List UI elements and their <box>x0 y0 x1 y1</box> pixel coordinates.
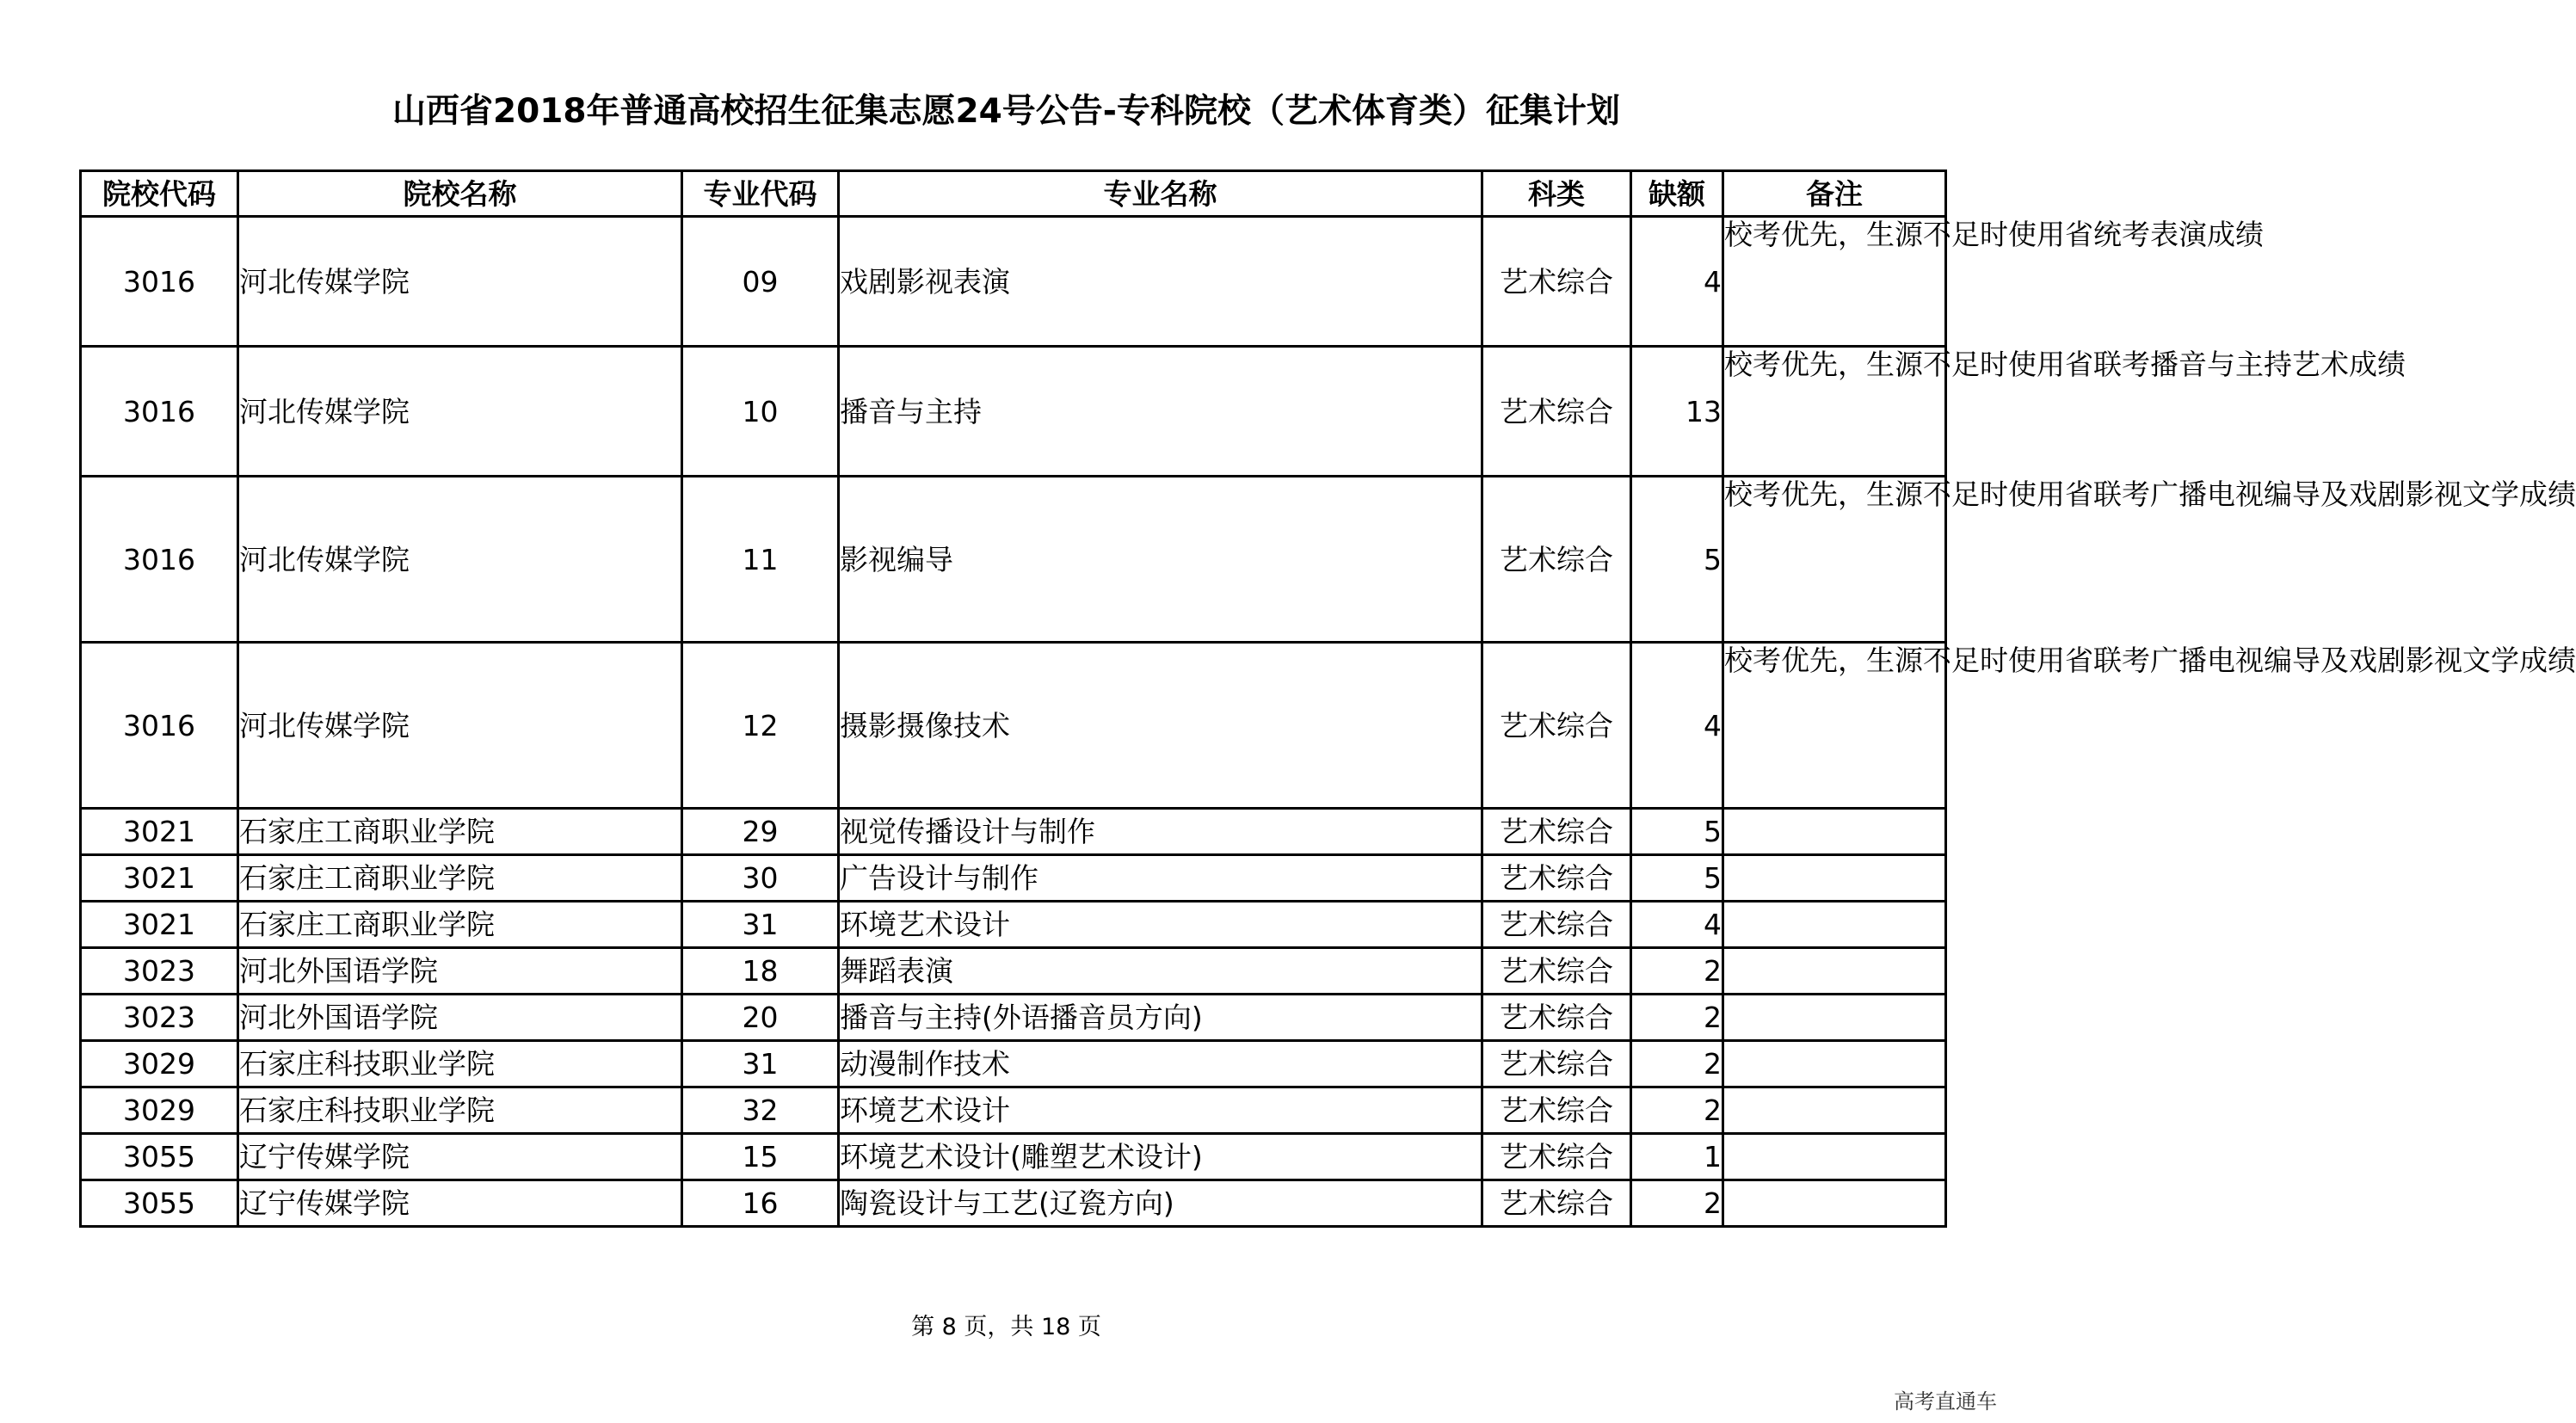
table-row <box>81 1134 1946 1180</box>
cell-note <box>1723 948 1946 995</box>
cell-category: 艺术综合 <box>1482 1180 1631 1227</box>
cell-vacancy: 5 <box>1631 809 1723 855</box>
cell-major-name: 动漫制作技术 <box>839 1041 1482 1087</box>
cell-school-code: 3021 <box>81 902 238 948</box>
recruitment-plan-table <box>79 169 2576 1228</box>
cell-school-code: 3016 <box>81 347 238 477</box>
cell-major-name: 戏剧影视表演 <box>839 217 1482 347</box>
cell-vacancy: 2 <box>1631 1087 1723 1134</box>
cell-major-name: 影视编导 <box>839 477 1482 643</box>
cell-major-code: 11 <box>682 477 839 643</box>
table-row <box>81 1180 1946 1227</box>
cell-note <box>1723 643 2576 809</box>
cell-school-code: 3055 <box>81 1134 238 1180</box>
cell-category: 艺术综合 <box>1482 948 1631 995</box>
cell-note <box>1723 217 2264 347</box>
cell-school-name: 河北传媒学院 <box>238 217 682 347</box>
cell-category: 艺术综合 <box>1482 477 1631 643</box>
table-row <box>81 347 1946 477</box>
note-text: 校考优先，生源不足时使用省联考播音与主持艺术成绩 <box>1724 348 2406 381</box>
cell-note <box>1723 347 2406 477</box>
cell-school-code: 3055 <box>81 1180 238 1227</box>
cell-major-code: 32 <box>682 1087 839 1134</box>
cell-school-name: 石家庄科技职业学院 <box>238 1087 682 1134</box>
cell-vacancy: 2 <box>1631 948 1723 995</box>
cell-major-code: 31 <box>682 1041 839 1087</box>
header-vacancy: 缺额 <box>1631 171 1723 217</box>
cell-school-name: 石家庄科技职业学院 <box>238 1041 682 1087</box>
cell-major-code: 20 <box>682 995 839 1041</box>
cell-school-code: 3029 <box>81 1087 238 1134</box>
cell-school-code: 3021 <box>81 855 238 902</box>
table-row <box>81 643 1946 809</box>
document-title: 山西省2018年普通高校招生征集志愿24号公告-专科院校（艺术体育类）征集计划 <box>391 92 1620 131</box>
table-row <box>81 217 1946 347</box>
note-text: 校考优先，生源不足时使用省联考广播电视编导及戏剧影视文学成绩 <box>1724 644 2576 677</box>
table-row <box>81 477 1946 643</box>
cell-note <box>1723 855 1946 902</box>
cell-major-name: 环境艺术设计 <box>839 902 1482 948</box>
note-text: 校考优先，生源不足时使用省联考广播电视编导及戏剧影视文学成绩 <box>1724 477 2576 511</box>
cell-major-name: 播音与主持(外语播音员方向) <box>839 995 1482 1041</box>
cell-major-code: 10 <box>682 347 839 477</box>
page-footer: 第 8 页，共 18 页 <box>911 1314 1101 1340</box>
cell-vacancy: 2 <box>1631 1180 1723 1227</box>
cell-vacancy: 2 <box>1631 995 1723 1041</box>
cell-major-name: 播音与主持 <box>839 347 1482 477</box>
cell-category: 艺术综合 <box>1482 995 1631 1041</box>
cell-category: 艺术综合 <box>1482 902 1631 948</box>
cell-major-name: 环境艺术设计(雕塑艺术设计) <box>839 1134 1482 1180</box>
cell-vacancy: 2 <box>1631 1041 1723 1087</box>
header-major-name: 专业名称 <box>839 171 1482 217</box>
cell-school-code: 3023 <box>81 995 238 1041</box>
cell-major-name: 舞蹈表演 <box>839 948 1482 995</box>
cell-school-name: 辽宁传媒学院 <box>238 1180 682 1227</box>
cell-school-name: 石家庄工商职业学院 <box>238 809 682 855</box>
table-row <box>81 1041 1946 1087</box>
cell-major-name: 环境艺术设计 <box>839 1087 1482 1134</box>
cell-major-name: 陶瓷设计与工艺(辽瓷方向) <box>839 1180 1482 1227</box>
cell-school-code: 3016 <box>81 643 238 809</box>
cell-category: 艺术综合 <box>1482 1087 1631 1134</box>
table-row <box>81 855 1946 902</box>
cell-school-name: 辽宁传媒学院 <box>238 1134 682 1180</box>
cell-school-code: 3016 <box>81 477 238 643</box>
cell-major-code: 12 <box>682 643 839 809</box>
cell-school-name: 河北外国语学院 <box>238 995 682 1041</box>
cell-category: 艺术综合 <box>1482 347 1631 477</box>
cell-note <box>1723 1134 1946 1180</box>
cell-school-name: 石家庄工商职业学院 <box>238 855 682 902</box>
cell-school-code: 3016 <box>81 217 238 347</box>
cell-school-name: 石家庄工商职业学院 <box>238 902 682 948</box>
cell-note <box>1723 1087 1946 1134</box>
table-row <box>81 809 1946 855</box>
cell-school-name: 河北外国语学院 <box>238 948 682 995</box>
cell-major-name: 摄影摄像技术 <box>839 643 1482 809</box>
cell-vacancy: 5 <box>1631 477 1723 643</box>
cell-vacancy: 1 <box>1631 1134 1723 1180</box>
cell-vacancy: 4 <box>1631 643 1723 809</box>
cell-major-code: 16 <box>682 1180 839 1227</box>
table-row <box>81 995 1946 1041</box>
cell-vacancy: 4 <box>1631 217 1723 347</box>
watermark: 高考直通车 <box>1894 1389 1997 1414</box>
cell-major-name: 视觉传播设计与制作 <box>839 809 1482 855</box>
cell-category: 艺术综合 <box>1482 1134 1631 1180</box>
cell-major-code: 29 <box>682 809 839 855</box>
cell-category: 艺术综合 <box>1482 217 1631 347</box>
cell-note <box>1723 809 1946 855</box>
cell-category: 艺术综合 <box>1482 1041 1631 1087</box>
table-row <box>81 948 1946 995</box>
cell-school-code: 3021 <box>81 809 238 855</box>
cell-school-code: 3029 <box>81 1041 238 1087</box>
cell-vacancy: 13 <box>1631 347 1723 477</box>
header-major-code: 专业代码 <box>682 171 839 217</box>
cell-vacancy: 5 <box>1631 855 1723 902</box>
header-school-name: 院校名称 <box>238 171 682 217</box>
cell-school-code: 3023 <box>81 948 238 995</box>
cell-major-code: 15 <box>682 1134 839 1180</box>
cell-note <box>1723 1041 1946 1087</box>
cell-major-code: 30 <box>682 855 839 902</box>
cell-note <box>1723 477 2576 643</box>
cell-category: 艺术综合 <box>1482 809 1631 855</box>
cell-major-code: 31 <box>682 902 839 948</box>
cell-vacancy: 4 <box>1631 902 1723 948</box>
table-row <box>81 1087 1946 1134</box>
table-header-row <box>81 171 1946 217</box>
table-row <box>81 902 1946 948</box>
cell-major-name: 广告设计与制作 <box>839 855 1482 902</box>
header-note: 备注 <box>1723 171 1946 217</box>
header-category: 科类 <box>1482 171 1631 217</box>
cell-note <box>1723 995 1946 1041</box>
cell-school-name: 河北传媒学院 <box>238 643 682 809</box>
note-text: 校考优先，生源不足时使用省统考表演成绩 <box>1724 218 2264 251</box>
cell-category: 艺术综合 <box>1482 855 1631 902</box>
header-school-code: 院校代码 <box>81 171 238 217</box>
cell-note <box>1723 1180 1946 1227</box>
cell-major-code: 18 <box>682 948 839 995</box>
cell-school-name: 河北传媒学院 <box>238 477 682 643</box>
cell-note <box>1723 902 1946 948</box>
cell-major-code: 09 <box>682 217 839 347</box>
cell-category: 艺术综合 <box>1482 643 1631 809</box>
cell-school-name: 河北传媒学院 <box>238 347 682 477</box>
